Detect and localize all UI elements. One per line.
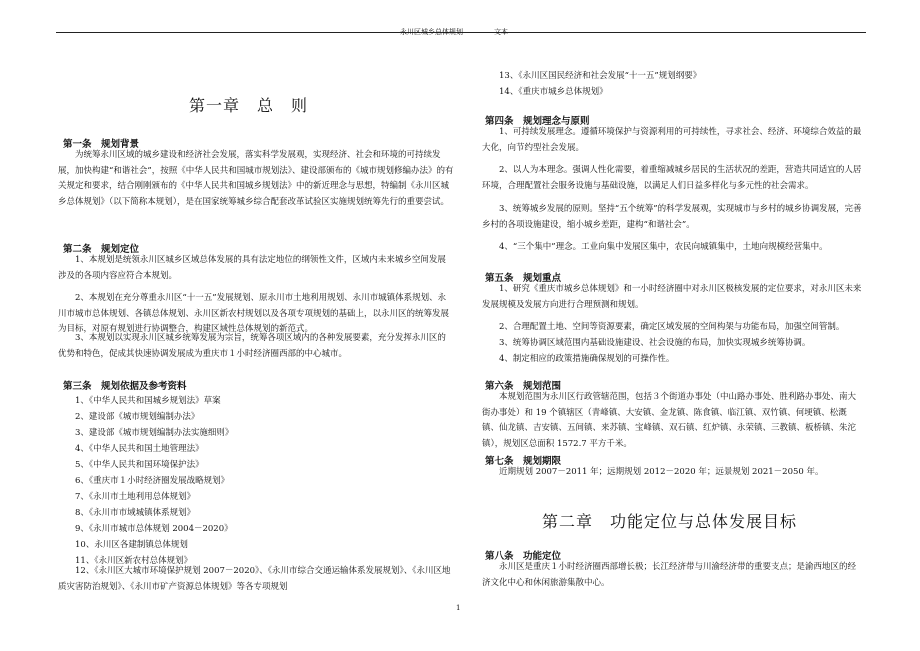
reference-item: 3、建设部《城市规划编制办法实施细则》: [75, 428, 234, 438]
article-6-title: 第六条 规划范围: [485, 381, 562, 392]
article-5-title: 第五条 规划重点: [485, 273, 562, 284]
article-7-para: 近期规划 2007－2011 年；远期规划 2012－2020 年；远景规划 2021－2050 年。: [499, 467, 824, 477]
reference-item: 1、《中华人民共和国城乡规划法》草案: [75, 396, 221, 406]
article-5-para-1: 1、研究《重庆市城乡总体规划》和一小时经济圈中对永川区极核发展的定位要求，对永川区未来发展规模及发展方向进行合理预测和规划。: [482, 284, 862, 310]
article-2-para-1: 1、本规划是统领永川区城乡区域总体发展的具有法定地位的纲领性文件，区域内未来城乡空间发展涉及的各项内容应符合本规划。: [58, 255, 446, 281]
article-6-para: 本规划范围为永川区行政管辖范围，包括３个街道办事处（中山路办事处、胜利路办事处、南大街办事处）和 19 个镇辖区（青峰镇、大安镇、金龙镇、陈食镇、临江镇、双竹镇、何埂镇、松溉镇、仙龙镇、吉安镇、五间镇、来苏镇、宝峰镇、双石镇、红炉镇、永荣镇、三教镇、板桥镇、朱沱镇），规划区总面积 1572.7 平方千米。: [482, 392, 857, 449]
article-7-title: 第七条 规划期限: [485, 456, 562, 467]
article-5-para-4: 4、制定相应的政策措施确保规划的可操作性。: [499, 354, 675, 364]
chapter-1-title: 第一章 总 则: [189, 96, 309, 115]
reference-item-12: 12、《永川区大城市环境保护规划 2007－2020》、《永川市综合交通运输体系发展规划》、《永川区地质灾害防治规划》、《永川市矿产资源总体规划》等各专项规划: [58, 566, 451, 592]
article-2-title: 第二条 规划定位: [63, 244, 140, 255]
header-kind: 文本: [494, 28, 508, 36]
reference-item-13: 13、《永川区国民经济和社会发展“十一五”规划纲要》: [499, 71, 702, 81]
article-4-para-1: 1、可持续发展理念。遵循环境保护与资源利用的可持续性，寻求社会、经济、环境综合效益的最大化，向节约型社会发展。: [482, 127, 862, 153]
article-1-para: 为统筹永川区域的城乡建设和经济社会发展，落实科学发展观，实现经济、社会和环境的可持续发展，加快构建“和谐社会”，按照《中华人民共和国城市规划法》、建设部颁布的《城市规划修编办法》的有关规定和要求，结合刚刚颁布的《中华人民共和国城乡规划法》中的新近理念与思想，特编制《永川区城乡总体规划》（以下简称本规划），是在国家统筹城乡综合配套改革试验区实施规划统筹先行的重要尝试。: [58, 150, 454, 207]
reference-item: 8、《永川市市域城镇体系规划》: [75, 508, 196, 518]
article-4-para-3: 3、统筹城乡发展的原则。坚持“五个统筹”的科学发展观，实现城市与乡村的城乡协调发展，完善乡村的各项设施建设，缩小城乡差距，建构“和谐社会”。: [482, 204, 862, 230]
article-5-para-2: 2、合理配置土地、空间等资源要素，确定区域发展的空间构架与功能布局，加强空间管制。: [499, 322, 845, 332]
article-3-title: 第三条 规划依据及参考资料: [63, 381, 187, 392]
reference-item: 6、《重庆市１小时经济圈发展战略规划》: [75, 476, 230, 486]
article-8-title: 第八条 功能定位: [485, 551, 562, 562]
page-number: 1: [456, 604, 461, 612]
article-8-para: 永川区是重庆１小时经济圈西部增长极；长江经济带与川渝经济带的重要支点；是渝西地区的经济文化中心和休闲旅游集散中心。: [482, 562, 857, 588]
header-title: 永川区城乡总体规划: [400, 28, 463, 36]
chapter-2-title: 第二章 功能定位与总体发展目标: [542, 512, 798, 531]
article-4-title: 第四条 规划理念与原则: [485, 116, 590, 127]
reference-item: 7、《永川市土地利用总体规划》: [75, 492, 196, 502]
reference-item: 5、《中华人民共和国环境保护法》: [75, 460, 204, 470]
reference-item: 2、建设部《城市规划编制办法》: [75, 412, 200, 422]
article-2-para-2: 2、本规划在充分尊重永川区“十一五”发展规划、原永川市土地利用规划、永川市城镇体系规划、永川市城市总体规划、各镇总体规划、永川区新农村规划以及各项专项规划的基础上，以永川区的统筹发展为目标，对原有规划进行协调整合，构建区域性总体规划的新范式。: [58, 293, 450, 334]
page-header: [56, 0, 866, 36]
article-4-para-4: 4、“三个集中”理念。工业向集中发展区集中，农民向城镇集中，土地向规模经营集中。: [499, 242, 828, 252]
reference-item: 11、《永川区新农村总体规划》: [75, 556, 193, 566]
article-4-para-2: 2、以人为本理念。强调人性化需要，着重缩减城乡居民的生活状况的差距，营造共同适宜的人居环境，合理配置社会服务设施与基础设施，以满足人们日益多样化与多元性的社会需求。: [482, 165, 862, 191]
reference-item: 4、《中华人民共和国土地管理法》: [75, 444, 204, 454]
reference-item: 10、永川区各建制镇总体规划: [75, 540, 188, 550]
article-5-para-3: 3、统筹协调区域范围内基础设施建设、社会设施的布局，加快实现城乡统筹协调。: [499, 338, 811, 348]
article-1-title: 第一条 规划背景: [63, 139, 140, 150]
reference-item-14: 14、《重庆市城乡总体规划》: [499, 87, 608, 97]
reference-item: 9、《永川市城市总体规划 2004－2020》: [75, 524, 233, 534]
article-2-para-3: 3、本规划以实现永川区城乡统筹发展为宗旨，统筹各项区域内的各种发展要素，充分发挥永川区的优势和特色，促成其快速协调发展成为重庆市１小时经济圈西部的中心城市。: [58, 333, 446, 359]
